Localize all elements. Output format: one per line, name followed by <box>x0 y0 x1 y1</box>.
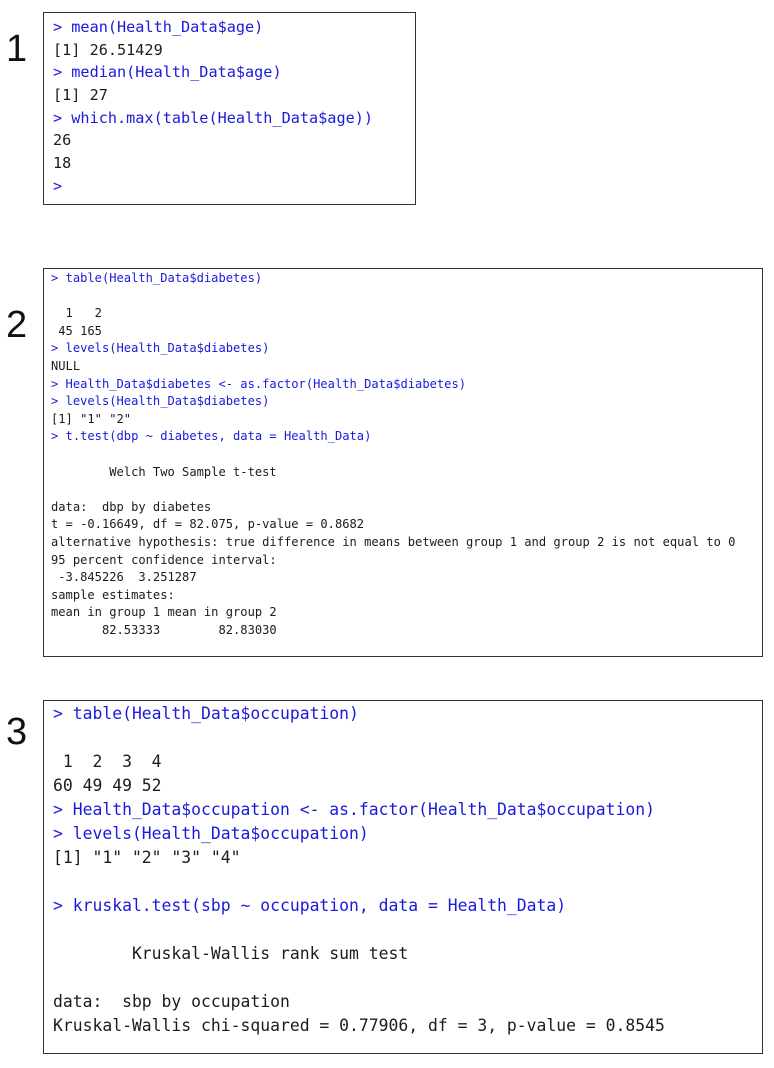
console-output-line: Kruskal-Wallis rank sum test <box>53 944 409 963</box>
label-two: 2 <box>6 304 28 346</box>
console-output-line: NULL <box>51 358 81 373</box>
console-command-line: > Health_Data$diabetes <- as.factor(Health_Data$diabetes) <box>51 376 467 391</box>
console-output-line: t = -0.16649, df = 82.075, p-value = 0.8682 <box>51 517 365 532</box>
console-command-line: > levels(Health_Data$diabetes) <box>51 341 270 356</box>
console-output-line <box>53 966 762 990</box>
console-output-line: 1 2 <box>51 306 102 321</box>
console-output-line <box>53 918 762 942</box>
console-output-line <box>51 446 762 464</box>
console-command-line: > table(Health_Data$diabetes) <box>51 271 263 285</box>
console-output-line: 60 49 49 52 <box>53 776 162 795</box>
console-command-line: > levels(Health_Data$occupation) <box>53 824 369 843</box>
console-command-line: > levels(Health_Data$diabetes) <box>51 394 270 409</box>
console-output-line: 1 2 3 4 <box>53 752 162 771</box>
console-output-line: 45 165 <box>51 323 102 338</box>
console-output-line <box>51 481 762 499</box>
console-output-line: mean in group 1 mean in group 2 <box>51 605 277 620</box>
console-output-line: 26 <box>53 131 72 150</box>
console-output-line: -3.845226 3.251287 <box>51 570 197 585</box>
console-output-line: alternative hypothesis: true difference in means between group 1 and group 2 is not equal to 0 <box>51 534 736 549</box>
console-command-line: > Health_Data$occupation <- as.factor(Health_Data$occupation) <box>53 800 655 819</box>
console-output-line: sample estimates: <box>51 587 175 602</box>
console-output-line: [1] 26.51429 <box>53 40 163 59</box>
console-output-line: Kruskal-Wallis chi-squared = 0.77906, df = 3, p-value = 0.8545 <box>53 1016 665 1035</box>
label-three: 3 <box>6 711 28 753</box>
console-command-line: > <box>53 176 63 195</box>
console-output-line: 82.53333 82.83030 <box>51 622 277 637</box>
console-output-line: 95 percent confidence interval: <box>51 552 277 567</box>
console-output-line: [1] "1" "2" "3" "4" <box>53 848 241 867</box>
console-command-line: > which.max(table(Health_Data$age)) <box>53 108 374 127</box>
console-output-line: [1] 27 <box>53 86 108 105</box>
console-command-line: > kruskal.test(sbp ~ occupation, data = Health_Data) <box>53 896 567 915</box>
console-panel-mean-median <box>43 12 416 205</box>
console-output-line: [1] "1" "2" <box>51 411 132 426</box>
console-panel-kruskal-test <box>43 700 763 1054</box>
console-output-line: Welch Two Sample t-test <box>51 464 277 479</box>
console-command-line: > t.test(dbp ~ diabetes, data = Health_Data) <box>51 429 372 444</box>
label-one: 1 <box>6 28 28 70</box>
console-panel-t-test <box>43 268 763 657</box>
console-command-line: > median(Health_Data$age) <box>53 63 282 82</box>
console-output-line: 18 <box>53 154 72 173</box>
console-output-line <box>53 726 762 750</box>
console-output-line <box>51 288 762 306</box>
console-output-line <box>53 870 762 894</box>
console-command-line: > table(Health_Data$occupation) <box>53 704 359 723</box>
console-command-line: > mean(Health_Data$age) <box>53 18 264 36</box>
console-output-line: data: sbp by occupation <box>53 992 290 1011</box>
console-output-line: data: dbp by diabetes <box>51 499 212 514</box>
